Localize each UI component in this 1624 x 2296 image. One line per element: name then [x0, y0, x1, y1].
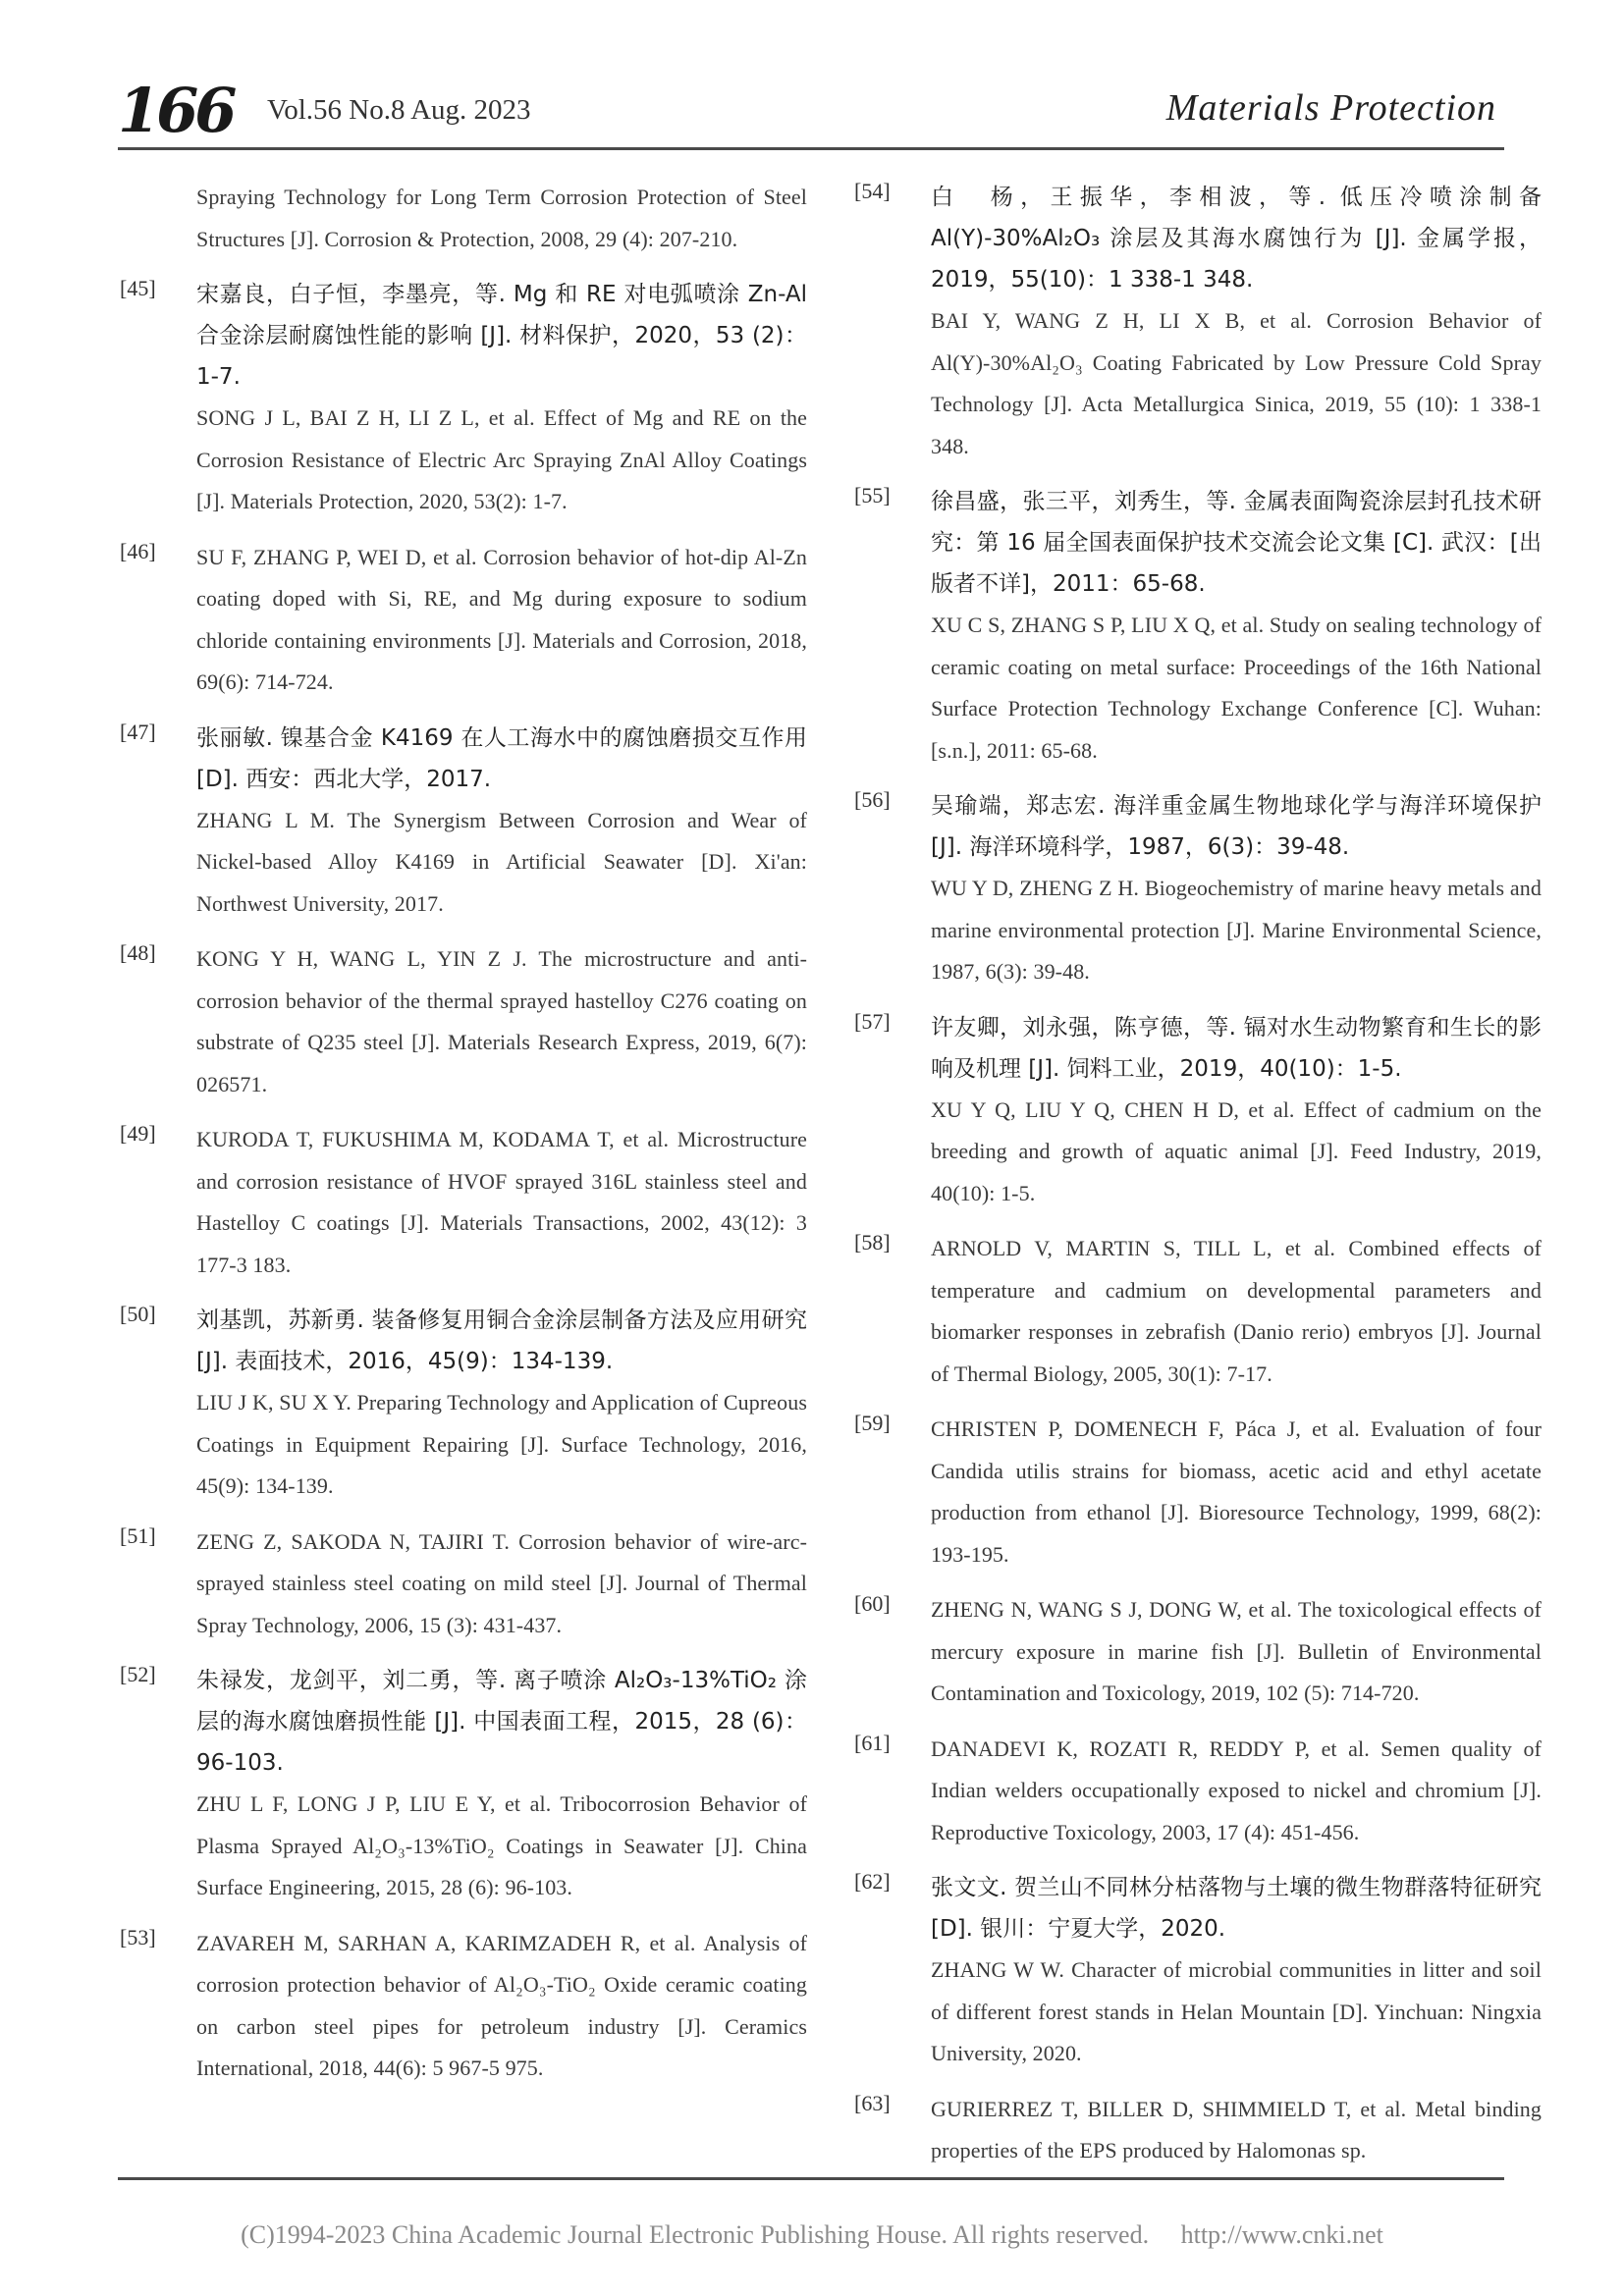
- reference-item: [854, 785, 1542, 993]
- reference-chinese: 刘基凯，苏新勇. 装备修复用铜合金涂层制备方法及应用研究 [J]. 表面技术，2016，45(9)：134-139.: [196, 1308, 807, 1374]
- reference-english: XU C S, ZHANG S P, LIU X Q, et al. Study on sealing technology of ceramic coating on metal surface: Proceedings of the 16th National Surface Protection Technology Exchange Conference [C]. Wuhan: [s.n.], 2011: 65-68.: [931, 613, 1542, 763]
- reference-number: [52]: [120, 1662, 156, 1686]
- reference-english: Spraying Technology for Long Term Corrosion Protection of Steel Structures [J]. Corrosion & Protection, 2008, 29 (4): 207-210.: [196, 185, 807, 251]
- reference-english: DANADEVI K, ROZATI R, REDDY P, et al. Semen quality of Indian welders occupationally exposed to nickel and chromium [J]. Reproductive Toxicology, 2003, 17 (4): 451-456.: [931, 1735, 1542, 1844]
- reference-chinese: 徐昌盛，张三平，刘秀生，等. 金属表面陶瓷涂层封孔技术研究：第 16 届全国表面保护技术交流会论文集 [C]. 武汉：[出版者不详]，2011：65-68.: [931, 489, 1542, 597]
- journal-name: Materials Protection: [1165, 87, 1496, 129]
- reference-number: [47]: [120, 719, 156, 744]
- reference-number: [49]: [120, 1121, 156, 1146]
- reference-english: XU Y Q, LIU Y Q, CHEN H D, et al. Effect of cadmium on the breeding and growth of aquatic animal [J]. Feed Industry, 2019, 40(10): 1-5.: [931, 1096, 1542, 1205]
- page-number: 166: [118, 75, 234, 146]
- reference-item: [854, 481, 1542, 772]
- header-rule: [118, 147, 1504, 150]
- footer-rule: [118, 2177, 1504, 2180]
- reference-item: [120, 537, 807, 704]
- reference-item: [854, 2089, 1542, 2172]
- reference-number: [55]: [854, 483, 891, 507]
- reference-number: [48]: [120, 940, 156, 965]
- reference-english: ZHANG W W. Character of microbial communities in litter and soil of different forest stands in Helan Mountain [D]. Yinchuan: Ningxia University, 2020.: [931, 1957, 1542, 2065]
- reference-continuation: [120, 177, 807, 260]
- reference-number: [63]: [854, 2090, 891, 2115]
- reference-chinese: 许友卿，刘永强，陈亨德，等. 镉对水生动物繁育和生长的影响及机理 [J]. 饲料工业，2019，40(10)：1-5.: [931, 1014, 1542, 1082]
- reference-english: ZHENG N, WANG S J, DONG W, et al. The toxicological effects of mercury exposure in marine fish [J]. Bulletin of Environmental Contamination and Toxicology, 2019, 102 (5): 714-720.: [931, 1597, 1542, 1705]
- reference-number: [57]: [854, 1008, 891, 1034]
- reference-item: [120, 1300, 807, 1508]
- reference-english: BAI Y, WANG Z H, LI X B, et al. Corrosion Behavior of Al(Y)-30%Al₂O₃ Coating Fabricated by Low Pressure Cold Spray Technology [J]. Acta Metallurgica Sinica, 2019, 55 (10): 1 338-1 348.: [931, 308, 1542, 458]
- reference-english: SONG J L, BAI Z H, LI Z L, et al. Effect of Mg and RE on the Corrosion Resistance of Electric Arc Spraying ZnAl Alloy Coatings [J]. Materials Protection, 2020, 53(2): 1-7.: [196, 405, 807, 513]
- reference-number: [58]: [854, 1230, 891, 1255]
- reference-item: [854, 1729, 1542, 1854]
- page-header: [118, 75, 1496, 146]
- reference-item: [854, 1409, 1542, 1575]
- reference-english: ARNOLD V, MARTIN S, TILL L, et al. Combined effects of temperature and cadmium on developmental parameters and biomarker responses in zebrafish (Danio rerio) embryos [J]. Journal of Thermal Biology, 2005, 30(1): 7-17.: [931, 1236, 1542, 1386]
- reference-item: [854, 1007, 1542, 1215]
- reference-chinese: 白 杨，王振华，李相波，等. 低压冷喷涂制备 Al(Y)-30%Al₂O₃ 涂层及其海水腐蚀行为 [J]. 金属学报，2019，55(10)：1 338-1 348.: [931, 185, 1542, 293]
- reference-item: [120, 938, 807, 1105]
- reference-english: ZAVAREH M, SARHAN A, KARIMZADEH R, et al. Analysis of corrosion protection behavior of Al₂O₃-TiO₂ Oxide ceramic coating on carbon steel pipes for petroleum industry [J]. Ceramics International, 2018, 44(6): 5 967-5 975.: [196, 1930, 807, 2080]
- reference-item: [120, 1923, 807, 2090]
- reference-chinese: 宋嘉良，白子恒，李墨亮，等. Mg 和 RE 对电弧喷涂 Zn-Al 合金涂层耐腐蚀性能的影响 [J]. 材料保护，2020，53 (2)：1-7.: [196, 282, 807, 390]
- reference-item: [854, 1589, 1542, 1715]
- cnki-url[interactable]: http://www.cnki.net: [1180, 2220, 1383, 2249]
- reference-number: [46]: [120, 538, 156, 563]
- left-column: [120, 177, 807, 2104]
- reference-english: WU Y D, ZHENG Z H. Biogeochemistry of marine heavy metals and marine environmental protection [J]. Marine Environmental Science, 1987, 6(3): 39-48.: [931, 876, 1542, 984]
- reference-item: [120, 718, 807, 926]
- reference-number: [60]: [854, 1591, 891, 1616]
- reference-number: [54]: [854, 179, 891, 203]
- reference-chinese: 朱禄发，龙剑平，刘二勇，等. 离子喷涂 Al₂O₃-13%TiO₂ 涂层的海水腐蚀磨损性能 [J]. 中国表面工程，2015，28 (6)：96-103.: [196, 1668, 807, 1776]
- reference-number: [62]: [854, 1869, 891, 1894]
- reference-item: [854, 1867, 1542, 2075]
- reference-english: ZHANG L M. The Synergism Between Corrosion and Wear of Nickel-based Alloy K4169 in Artificial Seawater [D]. Xi'an: Northwest University, 2017.: [196, 807, 807, 916]
- reference-chinese: 吴瑜端，郑志宏. 海洋重金属生物地球化学与海洋环境保护 [J]. 海洋环境科学，1987，6(3)：39-48.: [931, 793, 1542, 860]
- copyright-notice: [0, 2220, 1624, 2250]
- reference-item: [120, 1119, 807, 1286]
- reference-english: ZHU L F, LONG J P, LIU E Y, et al. Tribocorrosion Behavior of Plasma Sprayed Al₂O₃-13%TiO₂ Coatings in Seawater [J]. China Surface Engineering, 2015, 28 (6): 96-103.: [196, 1791, 807, 1899]
- reference-item: [120, 1522, 807, 1647]
- reference-item: [854, 177, 1542, 467]
- reference-item: [120, 274, 807, 523]
- copyright-text: (C)1994-2023 China Academic Journal Electronic Publishing House. All rights reserved.: [241, 2220, 1150, 2249]
- reference-number: [53]: [120, 1924, 156, 1949]
- reference-number: [61]: [854, 1730, 891, 1755]
- reference-number: [45]: [120, 276, 156, 300]
- reference-item: [854, 1228, 1542, 1395]
- issue-info: Vol.56 No.8 Aug. 2023: [267, 94, 531, 126]
- reference-number: [51]: [120, 1522, 156, 1548]
- reference-english: CHRISTEN P, DOMENECH F, Páca J, et al. Evaluation of four Candida utilis strains for biomass, acetic acid and ethyl acetate production from ethanol [J]. Bioresource Technology, 1999, 68(2): 193-195.: [931, 1416, 1542, 1567]
- reference-english: LIU J K, SU X Y. Preparing Technology and Application of Cupreous Coatings in Equipment Repairing [J]. Surface Technology, 2016, 45(9): 134-139.: [196, 1390, 807, 1498]
- reference-english: SU F, ZHANG P, WEI D, et al. Corrosion behavior of hot-dip Al-Zn coating doped with Si, RE, and Mg during exposure to sodium chloride containing environments [J]. Materials and Corrosion, 2018, 69(6): 714-724.: [196, 544, 807, 694]
- reference-chinese: 张丽敏. 镍基合金 K4169 在人工海水中的腐蚀磨损交互作用 [D]. 西安：西北大学，2017.: [196, 724, 807, 792]
- reference-number: [56]: [854, 787, 891, 812]
- reference-item: [120, 1660, 807, 1909]
- reference-number: [59]: [854, 1411, 891, 1435]
- right-column: [854, 177, 1542, 2186]
- reference-english: GURIERREZ T, BILLER D, SHIMMIELD T, et al. Metal binding properties of the EPS produced by Halomonas sp.: [931, 2096, 1542, 2163]
- reference-english: KONG Y H, WANG L, YIN Z J. The microstructure and anti-corrosion behavior of the thermal sprayed hastelloy C276 coating on substrate of Q235 steel [J]. Materials Research Express, 2019, 6(7): 026571.: [196, 946, 807, 1096]
- reference-english: ZENG Z, SAKODA N, TAJIRI T. Corrosion behavior of wire-arc-sprayed stainless steel coating on mild steel [J]. Journal of Thermal Spray Technology, 2006, 15 (3): 431-437.: [196, 1528, 807, 1637]
- reference-number: [50]: [120, 1302, 156, 1326]
- reference-english: KURODA T, FUKUSHIMA M, KODAMA T, et al. Microstructure and corrosion resistance of HVOF sprayed 316L stainless steel and Hastelloy C coatings [J]. Materials Transactions, 2002, 43(12): 3 177-3 183.: [196, 1127, 807, 1277]
- reference-chinese: 张文文. 贺兰山不同林分枯落物与土壤的微生物群落特征研究 [D]. 银川：宁夏大学，2020.: [931, 1875, 1542, 1942]
